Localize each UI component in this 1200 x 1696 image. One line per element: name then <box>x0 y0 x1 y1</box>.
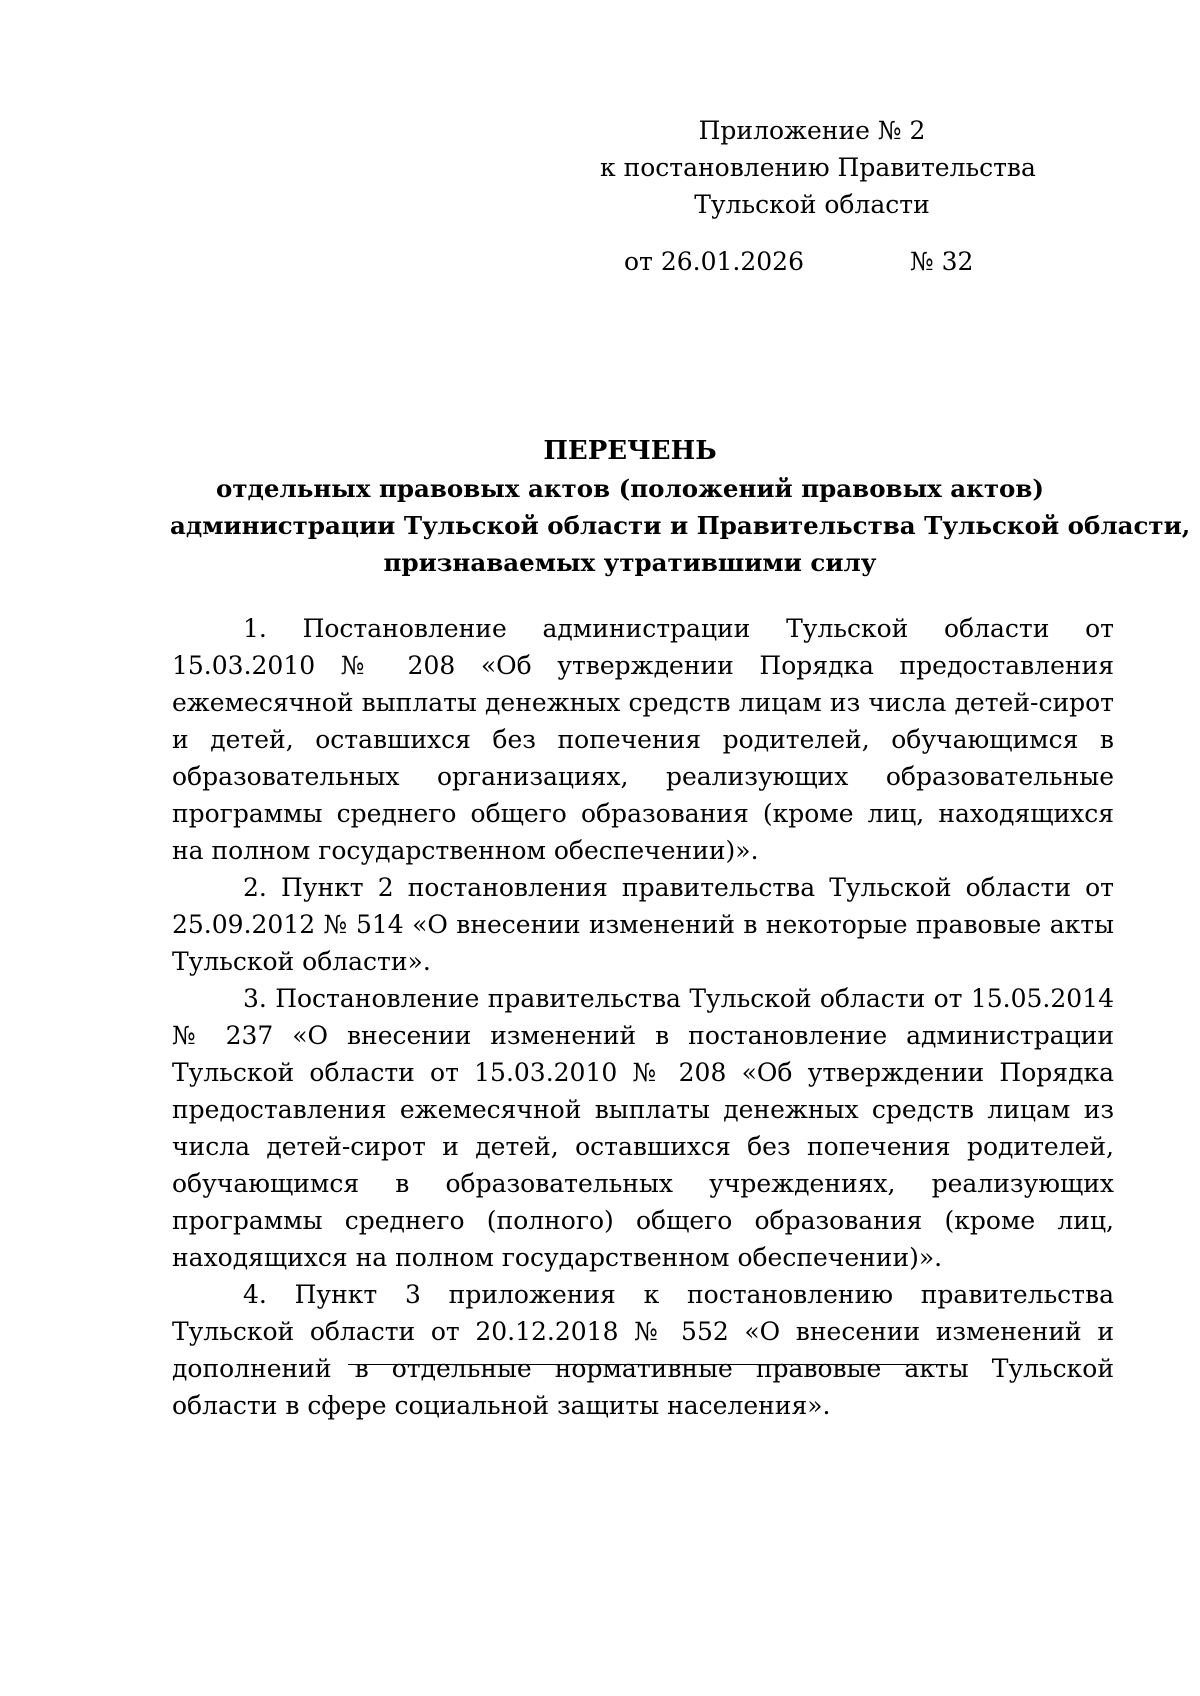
list-item: 2. Пункт 2 постановления правительства Тульской области от 25.09.2012 № 514 «О внесении изменений в некоторые правовые акты Тульской области». <box>172 873 1114 976</box>
appendix-number: № 32 <box>910 247 974 276</box>
title-line-2: администрации Тульской области и Правительства Тульской области, <box>170 511 1191 540</box>
acts-list <box>172 610 1114 1424</box>
appendix-header <box>600 112 1036 223</box>
appendix-region: Тульской области <box>694 190 930 219</box>
title-line-1: отдельных правовых актов (положений правовых актов) <box>216 474 1044 503</box>
title-heading: ПЕРЕЧЕНЬ <box>543 436 717 466</box>
appendix-title: Приложение № 2 <box>698 116 926 145</box>
title-line-3: признаваемых утратившими силу <box>383 548 877 577</box>
list-item: 1. Постановление администрации Тульской области от 15.03.2010 № 208 «Об утверждении Порядка предоставления ежемесячной выплаты денежных средств лицам из числа детей-сирот и детей, оставшихся без попечения родителей, обучающимся в образовательных организациях, реализующих образовательные программы среднего общего образования (кроме лиц, находящихся на полном государственном обеспечении)». <box>172 614 1114 865</box>
list-item: 4. Пункт 3 приложения к постановлению правительства Тульской области от 20.12.2018 № 552 «О внесении изменений и дополнений в отдельные нормативные правовые акты Тульской области в сфере социальной защиты населения». <box>172 1280 1114 1420</box>
appendix-date: от 26.01.2026 <box>624 247 804 276</box>
list-item: 3. Постановление правительства Тульской области от 15.05.2014 № 237 «О внесении изменений в постановление администрации Тульской области от 15.03.2010 № 208 «Об утверждении Порядка предоставления ежемесячной выплаты денежных средств лицам из числа детей-сирот и детей, оставшихся без попечения родителей, обучающимся в образовательных учреждениях, реализующих программы среднего (полного) общего образования (кроме лиц, находящихся на полном государственном обеспечении)». <box>172 984 1114 1272</box>
document-title <box>170 433 1191 581</box>
appendix-reference: к постановлению Правительства <box>600 153 1036 182</box>
closing-divider <box>348 1364 942 1365</box>
